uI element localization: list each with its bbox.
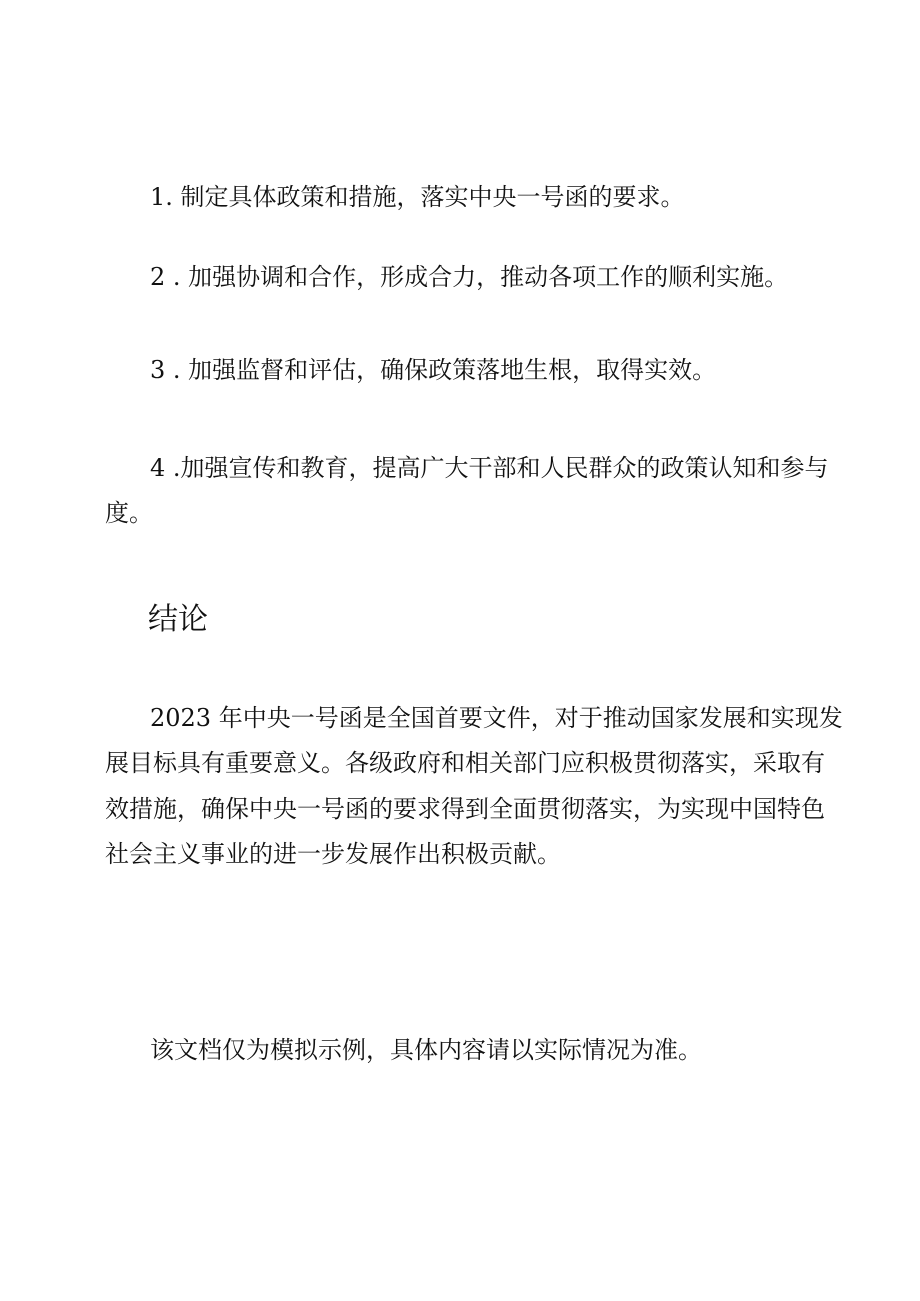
list-item-4-line-2: 度。 [105, 499, 153, 527]
conclusion-line-4: 社会主义事业的进一步发展作出积极贡献。 [105, 840, 561, 868]
conclusion-heading: 结论 [148, 602, 208, 637]
list-item-1: 1. 制定具体政策和措施，落实中央一号函的要求。 [150, 183, 685, 211]
list-item-4-line-1: 4 .加强宣传和教育，提高广大干部和人民群众的政策认知和参与 [150, 454, 829, 482]
disclaimer-text: 该文档仅为模拟示例，具体内容请以实际情况为准。 [150, 1036, 702, 1064]
list-item-2: 2 . 加强协调和合作，形成合力，推动各项工作的顺利实施。 [150, 263, 789, 291]
conclusion-line-3: 效措施，确保中央一号函的要求得到全面贯彻落实，为实现中国特色 [105, 795, 825, 823]
conclusion-line-2: 展目标具有重要意义。各级政府和相关部门应积极贯彻落实，采取有 [105, 749, 825, 777]
list-item-3: 3 . 加强监督和评估，确保政策落地生根，取得实效。 [150, 356, 717, 384]
conclusion-line-1: 2023 年中央一号函是全国首要文件，对于推动国家发展和实现发 [150, 704, 843, 732]
